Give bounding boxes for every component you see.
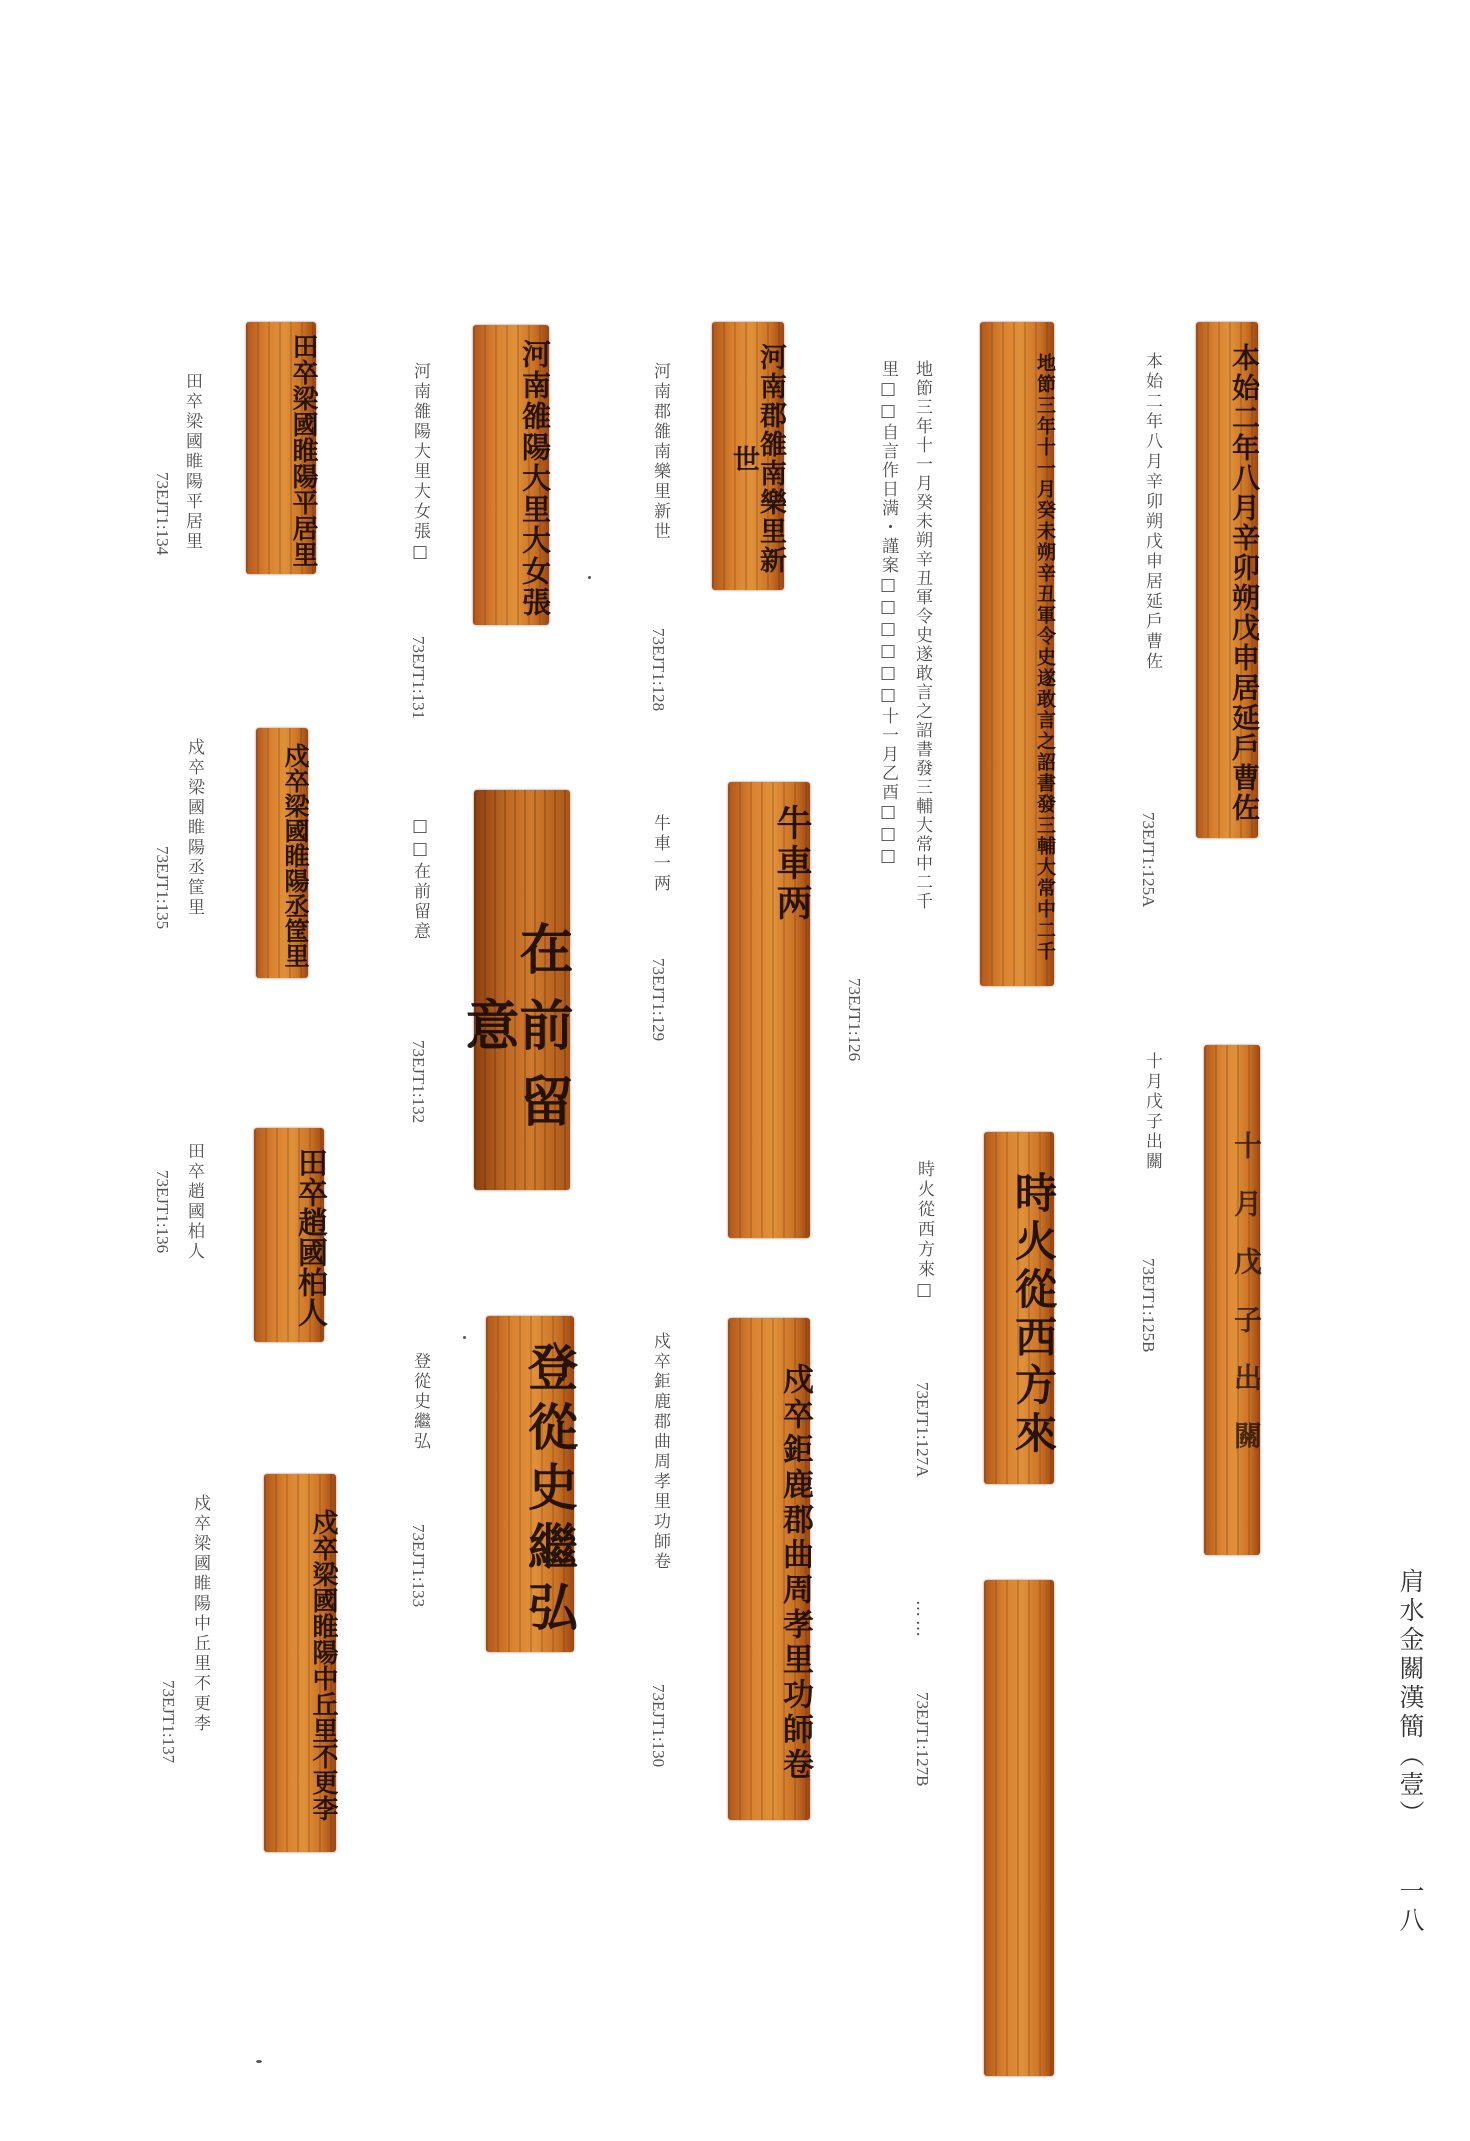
bamboo-slip-125b (1204, 1045, 1263, 1555)
bamboo-slip-130 (728, 1318, 813, 1820)
bamboo-slip-137 (264, 1474, 336, 1852)
slip-id-137: 73EJT1:137 (159, 1680, 178, 1764)
slip-ink: 時火從西方來 (1009, 1171, 1058, 1459)
slip-id-131: 73EJT1:131 (409, 636, 428, 720)
slip-id-127a: 73EJT1:127A (913, 1382, 932, 1478)
slip-ink: 在前留意 (457, 921, 575, 1149)
slip-id-128: 73EJT1:128 (649, 628, 668, 712)
slip-ink: 田卒梁國睢陽平居里 (288, 333, 318, 567)
bamboo-slip-128 (712, 322, 784, 590)
slip-ink: 登從史繼弘 (520, 1341, 579, 1641)
transcription-134: 田卒梁國睢陽平居里 (182, 372, 202, 552)
transcription-126-line1: 地節三年十一月癸未朔辛丑軍令史遂敢言之詔書發三輔大常中二千 (912, 360, 932, 911)
slip-id-132: 73EJT1:132 (409, 1040, 428, 1124)
transcription-137: 戍卒梁國睢陽中丘里不更李 (190, 1494, 210, 1734)
transcription-130: 戍卒鉅鹿郡曲周孝里功師卷 (650, 1332, 670, 1572)
slip-ink: 十月戊子出關 (1230, 1131, 1263, 1479)
slip-ink: 戍卒鉅鹿郡曲周孝里功師卷 (777, 1363, 813, 1783)
slip-id-134: 73EJT1:134 (153, 472, 172, 556)
transcription-132: □□在前留意 (410, 816, 430, 942)
bamboo-slip-129 (728, 782, 813, 1238)
slip-id-129: 73EJT1:129 (649, 958, 668, 1042)
bamboo-slip-134 (246, 322, 316, 574)
slip-id-135: 73EJT1:135 (153, 846, 172, 930)
page-number: 一八 (1396, 1878, 1425, 1936)
slip-ink: 田卒趙國柏人 (292, 1147, 327, 1327)
slip-ink: 本始二年八月辛卯朔戊申居延戶曹佐 (1228, 343, 1261, 823)
slip-ink: 河南郡雒南樂里新世 (728, 343, 786, 575)
transcription-133: 登從史繼弘 (410, 1352, 430, 1452)
bamboo-slip-127b (984, 1580, 1054, 2076)
bamboo-slip-126 (980, 322, 1054, 986)
slip-id-125b: 73EJT1:125B (1139, 1258, 1158, 1353)
transcription-129: 牛車一两 (650, 814, 670, 894)
transcription-135: 戍卒梁國睢陽丞筐里 (184, 738, 204, 918)
transcription-125a: 本始二年八月辛卯朔戊申居延戶曹佐 (1142, 352, 1162, 672)
slip-id-127b: 73EJT1:127B (913, 1692, 932, 1787)
transcription-125b: 十月戊子出關 (1142, 1052, 1162, 1172)
stray-mark (256, 2060, 262, 2063)
slip-id-136: 73EJT1:136 (153, 1170, 172, 1254)
slip-ink: 河南雒陽大里大女張 (518, 338, 552, 618)
stray-dot (463, 1336, 466, 1339)
slip-ink: 戍卒梁國睢陽丞筐里 (281, 742, 310, 968)
bamboo-slip-132 (457, 790, 575, 1190)
transcription-127b: …… (912, 1600, 932, 1640)
transcription-126-line2: 里□□自言作日满・謹案□□□□□□十一月乙酉□□□ (878, 360, 898, 868)
stray-dot (588, 576, 591, 579)
slip-id-130: 73EJT1:130 (649, 1684, 668, 1768)
slip-ink (984, 1586, 1054, 2070)
transcription-136: 田卒趙國柏人 (184, 1142, 204, 1262)
slip-id-126: 73EJT1:126 (845, 978, 864, 1062)
slip-id-125a: 73EJT1:125A (1139, 812, 1158, 908)
bamboo-slip-131 (473, 325, 552, 625)
transcription-127a: 時火從西方來□ (914, 1160, 934, 1303)
transcription-128: 河南郡雒南樂里新世 (650, 362, 670, 542)
bamboo-slip-136 (254, 1128, 327, 1342)
bamboo-slip-127a (984, 1132, 1058, 1484)
slip-ink: 戍卒梁國睢陽中丘里不更李 (308, 1509, 338, 1821)
book-title: 肩水金關漢簡（壹） (1396, 1568, 1425, 1829)
slip-ink: 地節三年十一月癸未朔辛丑軍令史遂敢言之詔書發三輔大常中二千 (1034, 352, 1056, 962)
slip-ink: 牛車两 (771, 804, 813, 924)
bamboo-slip-133 (486, 1316, 579, 1652)
transcription-131: 河南雒陽大里大女張□ (410, 362, 430, 565)
slip-id-133: 73EJT1:133 (409, 1524, 428, 1608)
bamboo-slip-125a (1196, 322, 1261, 838)
bamboo-slip-135 (256, 728, 308, 978)
